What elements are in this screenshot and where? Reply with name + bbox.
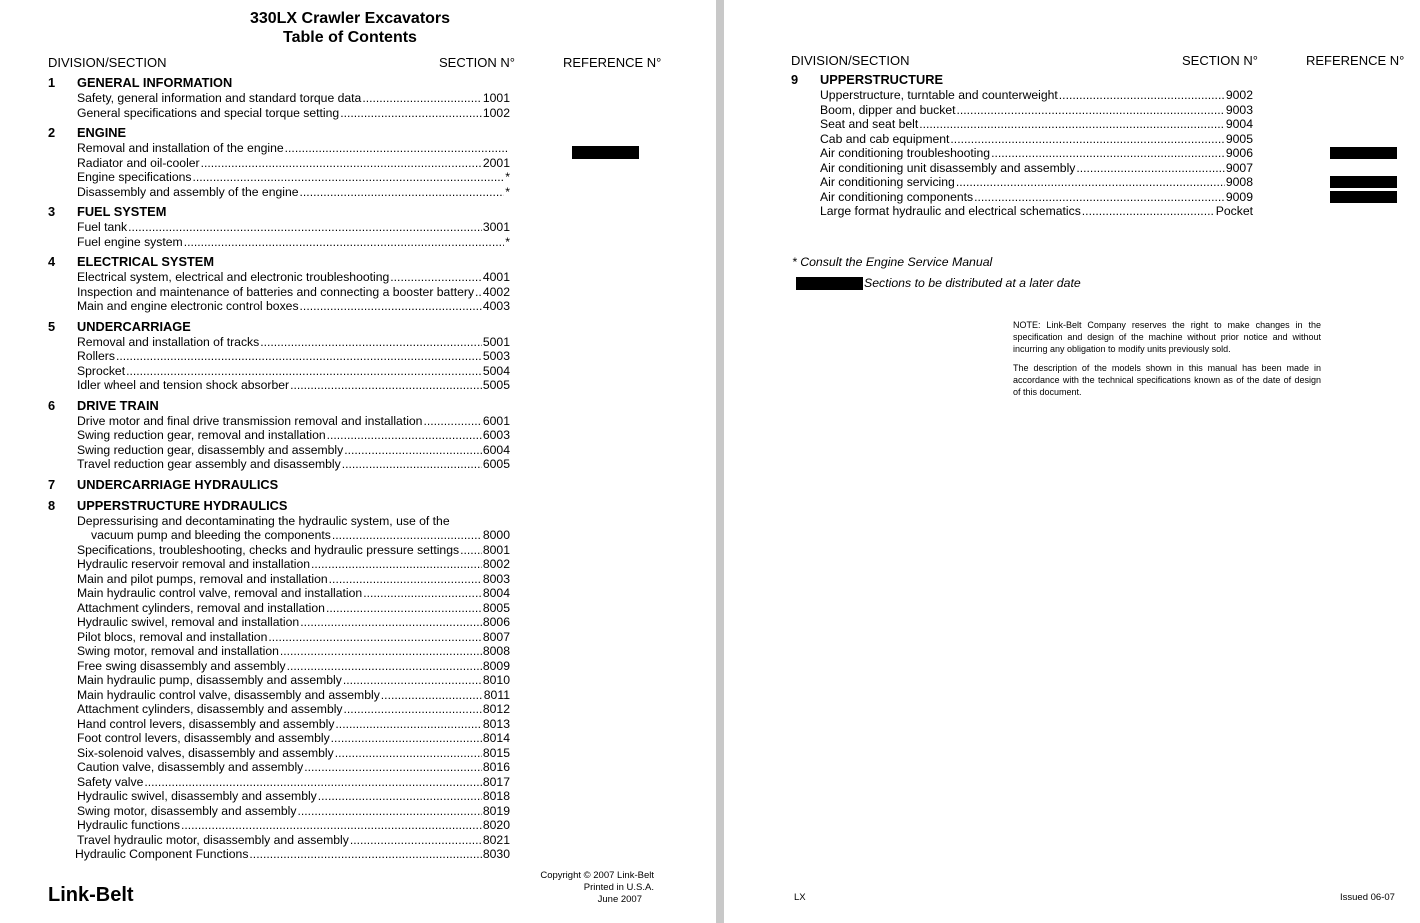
issue-date: Issued 06-07 [1340,892,1395,903]
section-title: UPPERSTRUCTURE HYDRAULICS [77,497,288,513]
toc-entry-label: Removal and installation of tracks [77,334,260,349]
toc-entry-number: * [505,184,510,199]
toc-entry [48,760,510,775]
toc-entry-label: vacuum pump and bleeding the components [91,528,331,542]
toc-entry [48,731,510,746]
toc-entry-number: 9002 [1225,88,1253,102]
toc-entry-number: 8016 [482,760,510,774]
toc-entry [48,789,510,804]
toc-entry-label: Depressurising and decontaminating the hydraulic system, use of the [77,513,450,528]
toc-entry [48,673,510,688]
toc-entry-number: 9009 [1225,189,1253,204]
toc-entry-number: 4002 [482,284,510,299]
toc-entry [48,91,510,106]
toc-entry [48,428,510,443]
dot-leader [1076,161,1224,176]
toc-entry-number: 8021 [482,832,510,847]
dot-leader [344,443,482,458]
section-title: ENGINE [77,125,127,140]
toc-entry [48,414,510,429]
section-heading [48,478,510,493]
dot-leader [342,457,482,472]
toc-entry [48,818,510,833]
right-page [724,0,1420,923]
toc-entry-number: 8008 [482,644,510,658]
toc-entry [48,514,510,529]
toc-entry-label: Pilot blocs, removal and installation [77,629,268,644]
toc-entry-number: 9004 [1225,117,1253,131]
document-subtitle: Table of Contents [283,29,417,46]
toc-entry-label: Travel hydraulic motor, disassembly and assembly [77,832,349,847]
toc-entry-number: 5005 [482,378,510,392]
toc-entry-number: * [505,234,510,249]
section-title: UNDERCARRIAGE HYDRAULICS [77,476,279,492]
dot-leader [300,299,482,314]
toc-entry-label: Main and engine electronic control boxes [77,299,299,313]
toc-entry-label: Radiator and oil-cooler [77,155,200,170]
disclaimer-paragraph-2: The description of the models shown in this manual has been made in accordance with the technical specifications known as of the date of design of this document. [1013,363,1321,397]
toc-entry-number: 5003 [482,349,510,363]
toc-entry-label: Air conditioning servicing [820,175,955,189]
dot-leader [297,804,481,819]
section-heading [48,126,510,141]
dot-leader [326,601,482,616]
dot-leader [280,644,482,659]
toc-entry [48,299,510,314]
toc-entry-number: 8011 [483,687,510,702]
dot-leader [285,141,509,156]
toc-entry-label: Large format hydraulic and electrical schematics [820,204,1081,218]
dot-leader [300,185,505,200]
toc-entry [48,335,510,350]
dot-leader [350,833,482,848]
dot-leader [287,659,482,674]
toc-entry [48,235,510,250]
dot-leader [1059,88,1225,103]
section-number: 8 [48,497,56,513]
section-heading [48,499,510,514]
dot-leader [363,586,482,601]
toc-entry-number: 8001 [482,542,510,557]
toc-entry [48,775,510,790]
section-number: 6 [48,397,56,413]
document-title: 330LX Crawler Excavators [249,10,451,27]
section-title: UPPERSTRUCTURE [820,72,944,87]
toc-entry-label: Hydraulic Component Functions [75,847,249,861]
section-number: 1 [48,75,56,90]
print-date: June 2007 [597,894,642,905]
toc-entry-number: 8014 [482,731,510,745]
dot-leader [423,414,481,429]
dot-leader [290,378,482,393]
toc-entry-label: Inspection and maintenance of batteries and connecting a booster battery [77,284,475,299]
toc-entry-label: Safety, general information and standard torque data [77,91,362,105]
dot-leader [919,117,1225,132]
toc-entry [48,717,510,732]
toc-entry-number: 6001 [482,413,510,428]
toc-entry-number: 9007 [1225,160,1253,175]
dot-leader [327,428,482,443]
dot-leader [184,235,505,250]
disclaimer-note [1013,319,1321,405]
toc-entry [48,141,510,156]
toc-entry [48,443,510,458]
toc-entry-number: 4001 [482,270,510,284]
toc-entry [48,746,510,761]
toc-entry-label: Seat and seat belt [820,117,919,131]
toc-entry [48,804,510,819]
toc-entry-label: Attachment cylinders, disassembly and assembly [77,702,343,716]
toc-entry [48,106,510,121]
toc-entry [48,364,510,379]
copyright-text: Copyright © 2007 Link-Belt [540,870,654,881]
toc-entry-number: 8005 [482,600,510,615]
dot-leader [193,170,505,185]
redaction-bar [1330,176,1397,188]
toc-entry [48,378,510,393]
dot-leader [249,847,481,862]
dot-leader [331,731,482,746]
toc-entry-label: Swing motor, disassembly and assembly [77,803,297,818]
toc-entry [791,117,1253,132]
section-number: 9 [791,72,799,87]
section-number: 5 [48,318,56,334]
dot-leader [201,156,482,171]
dot-leader [344,702,482,717]
toc-entry [48,702,510,717]
toc-entry [48,572,510,587]
toc-entry [48,170,510,185]
section-heading [791,73,1253,88]
dot-leader [304,760,482,775]
toc-entry-label: Specifications, troubleshooting, checks and hydraulic pressure settings [77,542,460,557]
toc-entry [791,204,1253,219]
section-title: UNDERCARRIAGE [77,318,191,334]
reference-header-right: REFERENCE N° [1306,53,1405,68]
toc-entry-number: 9003 [1225,102,1253,117]
reference-header: REFERENCE N° [563,55,662,70]
dot-leader [335,717,481,732]
toc-entry [48,543,510,558]
toc-entry [791,190,1253,205]
toc-entry [48,615,510,630]
toc-entry-label: Rollers [77,349,115,363]
section-title: DRIVE TRAIN [77,397,159,413]
toc-entry-number: 8006 [482,615,510,629]
toc-entry [791,161,1253,176]
toc-entry-number: 8004 [482,586,510,600]
dot-leader [318,789,482,804]
section-heading [48,76,510,91]
redaction-bar [572,146,639,159]
section-number: 2 [48,125,56,140]
toc-entry-label: Foot control levers, disassembly and assembly [77,731,330,745]
toc-entry-label: Air conditioning unit disassembly and assembly [820,160,1076,175]
toc-entry [48,833,510,848]
toc-entry-number: 1002 [482,105,510,120]
brand-logo: Link-Belt [48,884,134,906]
dot-leader [340,106,482,121]
dot-leader [329,572,482,587]
dot-leader [956,175,1225,190]
toc-entry [48,847,510,862]
toc-entry-label: Free swing disassembly and assembly [77,658,286,673]
dot-leader [181,818,482,833]
toc-entry [48,601,510,616]
toc-entry [48,644,510,659]
toc-entry [48,156,510,171]
toc-entry-number: 9006 [1225,146,1253,160]
division-header: DIVISION/SECTION [48,55,167,70]
toc-entry-label: Hydraulic functions [77,818,180,832]
toc-entry [48,349,510,364]
section-heading [48,399,510,414]
toc-entry-label: Main hydraulic control valve, removal and installation [77,586,363,600]
toc-entry-number: 9008 [1225,175,1253,189]
legend-redaction-swatch [796,277,863,290]
toc-entry-number: Pocket [1215,204,1253,218]
model-code: LX [794,892,806,903]
dot-leader [390,270,482,285]
dot-leader [335,746,482,761]
copyright-block [470,870,654,906]
dot-leader [381,688,483,703]
section-title: FUEL SYSTEM [77,204,167,219]
toc-entry [791,88,1253,103]
section-header: SECTION N° [439,55,515,70]
toc-entry-number: 5004 [482,363,510,378]
toc-entry [48,659,510,674]
redaction-bar [1330,147,1397,159]
division-header-right: DIVISION/SECTION [791,53,910,68]
toc-entry-label: Hydraulic swivel, disassembly and assembly [77,789,317,803]
dot-leader [300,615,482,630]
toc-entry-label: Drive motor and final drive transmission removal and installation [77,413,423,428]
toc-entry-label: Caution valve, disassembly and assembly [77,760,304,774]
toc-entry-number: 8003 [482,571,510,586]
toc-entry-number: 8002 [482,557,510,571]
toc-entry-label: Upperstructure, turntable and counterweight [820,88,1058,102]
toc-entry-label: Attachment cylinders, removal and installation [77,600,325,615]
toc-entry-label: Main hydraulic control valve, disassembly and assembly [77,687,380,702]
toc-entry-number: 8000 [482,528,510,542]
toc-entry-number: 8015 [482,745,510,760]
section-title: ELECTRICAL SYSTEM [77,254,214,269]
dot-leader [475,285,482,300]
dot-leader [116,349,482,364]
toc-entry [791,132,1253,147]
toc-entry-label: Electrical system, electrical and electronic troubleshooting [77,270,390,284]
toc-entry [791,175,1253,190]
disclaimer-paragraph-1: NOTE: Link-Belt Company reserves the right to make changes in the specification and design of the machine without prior notice and without incurring any obligation to modify units previously sold. [1013,320,1321,354]
toc-entry-label: Swing reduction gear, removal and installation [77,428,326,442]
toc-entry-label: Removal and installation of the engine [77,141,284,155]
toc-entry [791,146,1253,161]
toc-entry [48,630,510,645]
toc-entry-number: 8017 [482,774,510,789]
toc-entry-label: Air conditioning troubleshooting [820,146,991,160]
toc-entry-label: Engine specifications [77,170,192,184]
toc-entry-label: Six-solenoid valves, disassembly and assembly [77,745,334,760]
toc-entry-number: 6004 [482,442,510,457]
toc-entry [48,270,510,285]
toc-entry-label: Swing motor, removal and installation [77,644,279,658]
section-heading [48,205,510,220]
toc-entry-number: 8009 [482,658,510,673]
toc-entry-number: 8013 [482,716,510,731]
toc-entry [48,557,510,572]
dot-leader [311,557,482,572]
toc-entry-label: Main and pilot pumps, removal and installation [77,571,328,586]
toc-entry-number: 8020 [482,818,510,832]
engine-manual-note: * Consult the Engine Service Manual [792,255,993,269]
toc-entry-label: Air conditioning components [820,189,974,204]
toc-entry-number: 6005 [482,457,510,471]
toc-entry [48,457,510,472]
toc-entry-label: Safety valve [77,774,144,789]
toc-entry-number: 8010 [482,673,510,687]
toc-entry-label: Travel reduction gear assembly and disassembly [77,457,341,471]
dot-leader [268,630,482,645]
toc-entry-label: Hydraulic swivel, removal and installation [77,615,300,629]
toc-entry [48,285,510,300]
dot-leader [332,528,482,543]
toc-entry-label: Fuel tank [77,220,128,234]
toc-entry-number: * [505,170,510,184]
dot-leader [1082,204,1215,219]
toc-entry [48,220,510,235]
toc-entry [791,103,1253,118]
redaction-bar [1330,191,1397,203]
toc-entry-label: Disassembly and assembly of the engine [77,184,299,199]
toc-entry-label: Sprocket [77,363,126,378]
dot-leader [974,190,1225,205]
toc-entry-label: Main hydraulic pump, disassembly and assembly [77,673,342,687]
toc-entry-number: 4003 [482,299,510,313]
page-divider [716,0,724,923]
toc-entry-number: 8012 [482,702,510,716]
toc-entry-number: 8030 [482,847,510,861]
toc-entry-label: Hydraulic reservoir removal and installation [77,557,311,571]
toc-entry-number: 8007 [482,629,510,644]
section-number: 3 [48,204,56,219]
toc-entry-label: Hand control levers, disassembly and assembly [77,716,335,731]
toc-right [791,73,1253,219]
toc-entry [48,586,510,601]
toc-entry-label: Swing reduction gear, disassembly and assembly [77,442,344,457]
printed-text: Printed in U.S.A. [583,882,654,893]
dot-leader [126,364,482,379]
toc-entry-number: 2001 [482,155,510,170]
dot-leader [950,132,1224,147]
section-header-right: SECTION N° [1182,53,1258,68]
toc-entry-number: 5001 [482,334,510,349]
toc-entry-label: General specifications and special torque setting [77,105,340,120]
dot-leader [957,103,1225,118]
section-number: 4 [48,254,56,269]
dot-leader [343,673,482,688]
section-title: GENERAL INFORMATION [77,75,233,90]
toc-entry-number: 8018 [482,789,510,803]
section-number: 7 [48,476,56,492]
dot-leader [260,335,482,350]
toc-entry [48,185,510,200]
toc-entry-number: 9005 [1225,131,1253,146]
dot-leader [144,775,481,790]
toc-entry [48,528,510,543]
toc-entry-number: 3001 [482,220,510,234]
dot-leader [128,220,482,235]
section-heading [48,255,510,270]
toc-entry-label: Cab and cab equipment [820,131,950,146]
section-heading [48,320,510,335]
toc-entry-number: 6003 [482,428,510,442]
toc-entry-label: Idler wheel and tension shock absorber [77,378,290,392]
dot-leader [991,146,1225,161]
toc-entry-number: 8019 [482,803,510,818]
toc-entry-label: Boom, dipper and bucket [820,102,956,117]
toc-entry [48,688,510,703]
toc-entry-label: Fuel engine system [77,234,183,249]
later-date-note: Sections to be distributed at a later date [864,276,1081,290]
toc-left [48,76,510,862]
dot-leader [362,91,482,106]
toc-entry-number: 1001 [482,91,510,105]
dot-leader [460,543,482,558]
